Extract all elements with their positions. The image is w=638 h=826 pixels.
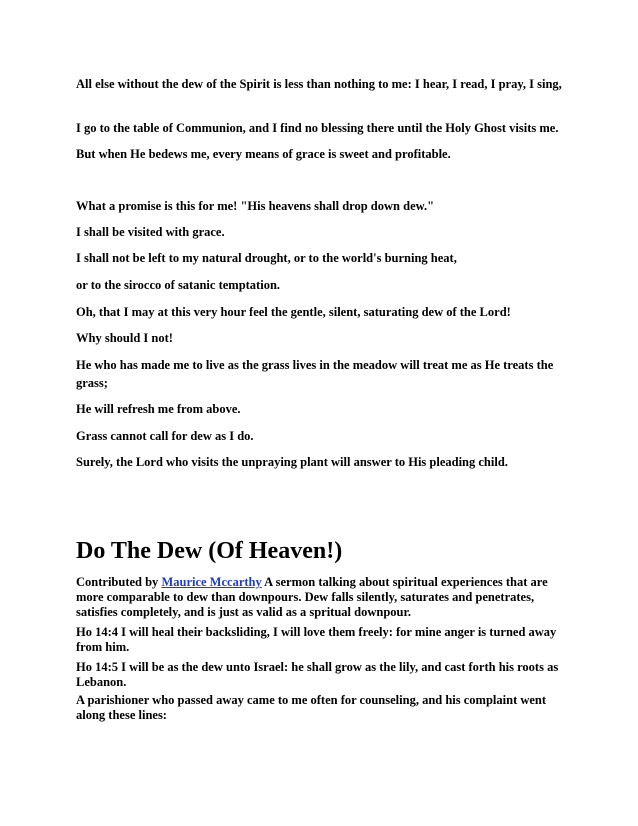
paragraph-13: Surely, the Lord who visits the unpraying plant will answer to His pleading child.	[76, 455, 508, 469]
paragraph-8: Oh, that I may at this very hour feel the gentle, silent, saturating dew of the Lord!	[76, 305, 511, 319]
paragraph-6: I shall not be left to my natural drought, or to the world's burning heat,	[76, 251, 457, 265]
paragraph-12: Grass cannot call for dew as I do.	[76, 429, 254, 443]
paragraph-10: He who has made me to live as the grass lives in the meadow will treat me as He treats the grass;	[76, 358, 554, 390]
paragraph-4: What a promise is this for me! "His heavens shall drop down dew."	[76, 199, 435, 213]
paragraph-7: or to the sirocco of satanic temptation.	[76, 278, 281, 292]
contributed-prefix: Contributed by	[76, 575, 162, 589]
paragraph-3: But when He bedews me, every means of grace is sweet and profitable.	[76, 147, 451, 161]
section-heading: Do The Dew (Of Heaven!)	[76, 538, 343, 564]
paragraph-5: I shall be visited with grace.	[76, 225, 225, 239]
paragraph-parishioner: A parishioner who passed away came to me often for counseling, and his complaint went along these lines:	[76, 693, 547, 722]
scripture-2: Ho 14:5 I will be as the dew unto Israel: he shall grow as the lily, and cast forth his roots as Lebanon.	[76, 660, 559, 689]
author-link[interactable]: Maurice Mccarthy	[161, 575, 262, 589]
paragraph-9: Why should I not!	[76, 331, 173, 345]
contributed-summary: A sermon talking about spiritual experiences that are more comparable to dew than downpours. Dew falls silently, saturates and penetrates, satisfies completely, and is just as valid as a spritual downpour.	[76, 575, 548, 619]
scripture-1: Ho 14:4 I will heal their backsliding, I will love them freely: for mine anger is turned away from him.	[76, 625, 557, 654]
paragraph-1: All else without the dew of the Spirit is less than nothing to me: I hear, I read, I pray, I sing,	[76, 77, 562, 91]
paragraph-11: He will refresh me from above.	[76, 402, 241, 416]
paragraph-2: I go to the table of Communion, and I find no blessing there until the Holy Ghost visits me.	[76, 121, 559, 135]
contributed-paragraph	[76, 575, 566, 620]
